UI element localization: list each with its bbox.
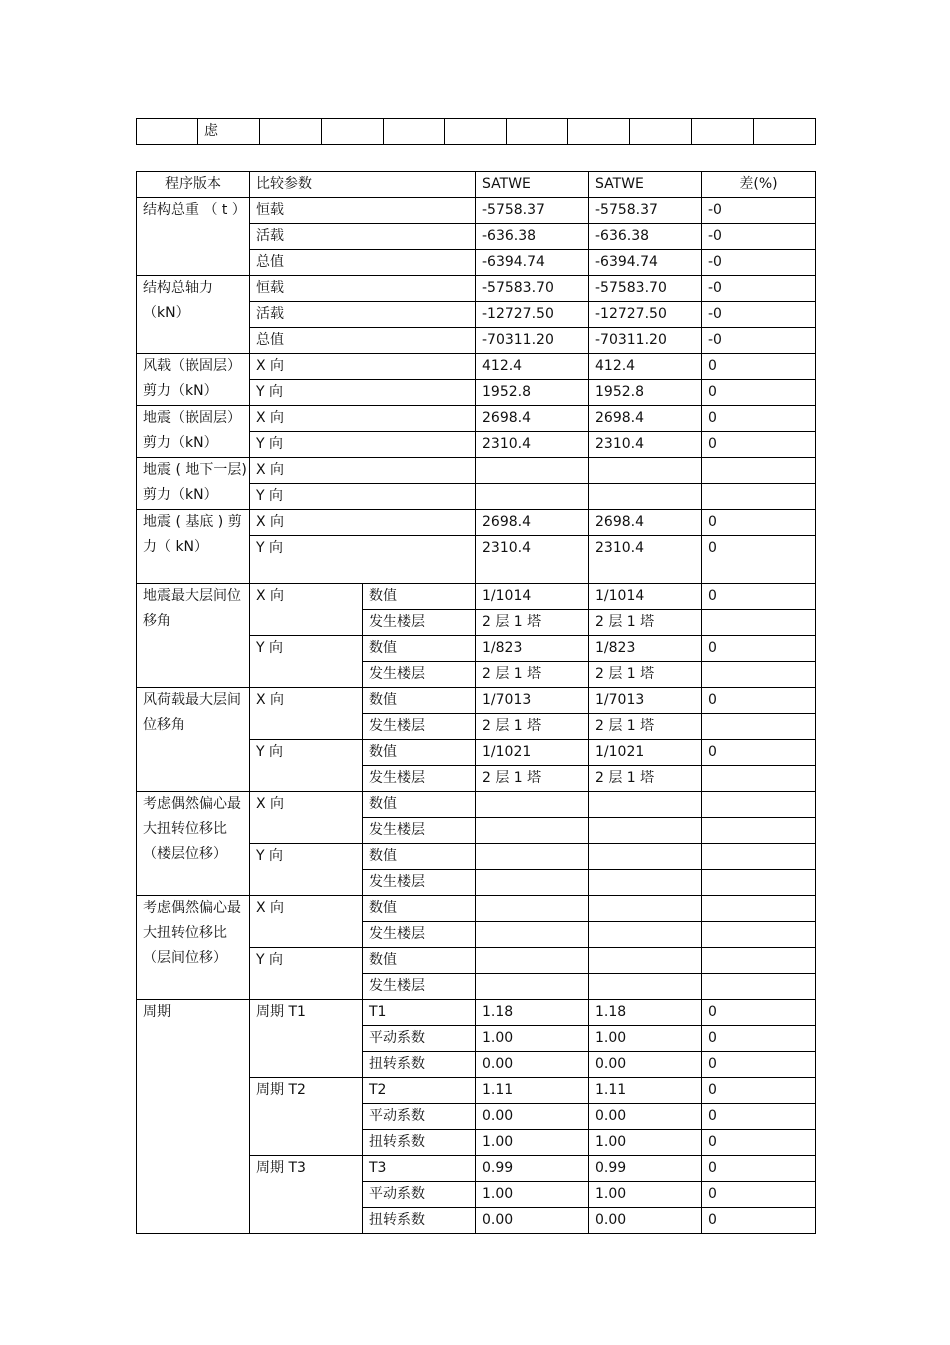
row-label: 风荷载最大层间位移角 (137, 688, 250, 792)
value-cell: 2698.4 (476, 406, 589, 432)
param-cell: T3 (363, 1156, 476, 1182)
diff-cell: 0 (702, 688, 816, 714)
param-cell: 平动系数 (363, 1026, 476, 1052)
param-cell: 恒载 (250, 198, 476, 224)
top-row (137, 119, 816, 145)
value-cell: 2 层 1 塔 (589, 662, 702, 688)
value-cell: 1.00 (476, 1130, 589, 1156)
value-cell: -70311.20 (476, 328, 589, 354)
value-cell: 1/1014 (476, 584, 589, 610)
value-cell (476, 948, 589, 974)
direction-cell: 周期 T1 (250, 1000, 363, 1078)
value-cell: 1/1021 (589, 740, 702, 766)
header-diff: 差(%) (702, 172, 816, 198)
param-cell: 数值 (363, 792, 476, 818)
diff-cell: 0 (702, 380, 816, 406)
diff-cell: -0 (702, 250, 816, 276)
param-cell: Y 向 (250, 432, 476, 458)
diff-cell: 0 (702, 636, 816, 662)
value-cell: 0.00 (476, 1104, 589, 1130)
row-label: 地震 ( 地下一层) 剪力（kN） (137, 458, 250, 510)
value-cell: 0.99 (476, 1156, 589, 1182)
value-cell: 1.00 (476, 1182, 589, 1208)
param-cell: 扭转系数 (363, 1208, 476, 1234)
direction-cell: Y 向 (250, 844, 363, 896)
value-cell: 1952.8 (589, 380, 702, 406)
table-row (137, 688, 816, 714)
top-cell (568, 119, 630, 145)
value-cell: 1.11 (589, 1078, 702, 1104)
top-cell (137, 119, 198, 145)
header-compare-params: 比较参数 (250, 172, 476, 198)
value-cell: 1/823 (476, 636, 589, 662)
value-cell: 2 层 1 塔 (476, 766, 589, 792)
table-row (137, 510, 816, 536)
param-cell: T2 (363, 1078, 476, 1104)
param-cell: X 向 (250, 406, 476, 432)
value-cell: 0.00 (589, 1052, 702, 1078)
param-cell: 数值 (363, 844, 476, 870)
diff-cell: 0 (702, 1052, 816, 1078)
diff-cell: 0 (702, 1026, 816, 1052)
param-cell: 数值 (363, 584, 476, 610)
diff-cell (702, 792, 816, 818)
diff-cell: 0 (702, 510, 816, 536)
top-fragment-table (136, 118, 816, 145)
value-cell: 0.00 (589, 1104, 702, 1130)
value-cell: 2 层 1 塔 (589, 766, 702, 792)
diff-cell (702, 844, 816, 870)
table-row (137, 896, 816, 922)
value-cell: -5758.37 (476, 198, 589, 224)
row-label: 风载（嵌固层）剪力（kN） (137, 354, 250, 406)
value-cell: 1/1021 (476, 740, 589, 766)
diff-cell: 0 (702, 1208, 816, 1234)
param-cell: 总值 (250, 328, 476, 354)
param-cell: 数值 (363, 896, 476, 922)
value-cell (589, 484, 702, 510)
table-row (137, 1000, 816, 1026)
param-cell: Y 向 (250, 536, 476, 584)
value-cell: 1.11 (476, 1078, 589, 1104)
param-cell: 发生楼层 (363, 974, 476, 1000)
value-cell (476, 974, 589, 1000)
direction-cell: X 向 (250, 688, 363, 740)
diff-cell: 0 (702, 1104, 816, 1130)
value-cell (476, 844, 589, 870)
value-cell: 1.00 (476, 1026, 589, 1052)
value-cell: 1.00 (589, 1026, 702, 1052)
diff-cell (702, 974, 816, 1000)
row-label: 结构总轴力（kN） (137, 276, 250, 354)
value-cell: 0.00 (476, 1052, 589, 1078)
value-cell (476, 484, 589, 510)
row-label: 结构总重 （ t ） (137, 198, 250, 276)
param-cell: 发生楼层 (363, 662, 476, 688)
row-label: 考虑偶然偏心最大扭转位移比（楼层位移） (137, 792, 250, 896)
diff-cell: 0 (702, 354, 816, 380)
diff-cell: 0 (702, 1182, 816, 1208)
direction-cell: X 向 (250, 584, 363, 636)
value-cell: 1/1014 (589, 584, 702, 610)
value-cell (589, 948, 702, 974)
param-cell: 活载 (250, 224, 476, 250)
value-cell: 2310.4 (589, 432, 702, 458)
value-cell: 1/7013 (476, 688, 589, 714)
value-cell (589, 870, 702, 896)
value-cell: 412.4 (476, 354, 589, 380)
value-cell: -6394.74 (476, 250, 589, 276)
value-cell (476, 896, 589, 922)
param-cell: 扭转系数 (363, 1052, 476, 1078)
value-cell: 2 层 1 塔 (589, 714, 702, 740)
top-cell (445, 119, 507, 145)
diff-cell: -0 (702, 224, 816, 250)
param-cell: 活载 (250, 302, 476, 328)
diff-cell: 0 (702, 584, 816, 610)
top-cell (692, 119, 754, 145)
value-cell (589, 922, 702, 948)
param-cell: 数值 (363, 740, 476, 766)
value-cell: 0.99 (589, 1156, 702, 1182)
value-cell: -636.38 (476, 224, 589, 250)
diff-cell: 0 (702, 432, 816, 458)
value-cell (589, 458, 702, 484)
diff-cell (702, 922, 816, 948)
direction-cell: Y 向 (250, 636, 363, 688)
param-cell: 总值 (250, 250, 476, 276)
diff-cell (702, 610, 816, 636)
top-cell (630, 119, 692, 145)
value-cell: -12727.50 (476, 302, 589, 328)
diff-cell (702, 458, 816, 484)
value-cell (589, 792, 702, 818)
top-cell (260, 119, 322, 145)
value-cell: 2 层 1 塔 (476, 714, 589, 740)
direction-cell: Y 向 (250, 740, 363, 792)
diff-cell: 0 (702, 1156, 816, 1182)
table-row (137, 198, 816, 224)
header-col2: SATWE (589, 172, 702, 198)
diff-cell: 0 (702, 536, 816, 584)
param-cell: 发生楼层 (363, 870, 476, 896)
value-cell: -6394.74 (589, 250, 702, 276)
row-label: 考虑偶然偏心最大扭转位移比（层间位移） (137, 896, 250, 1000)
header-col1: SATWE (476, 172, 589, 198)
param-cell: 平动系数 (363, 1182, 476, 1208)
row-label: 地震 ( 基底 ) 剪力（ kN） (137, 510, 250, 584)
table-row (137, 354, 816, 380)
diff-cell (702, 766, 816, 792)
value-cell: 2 层 1 塔 (476, 662, 589, 688)
diff-cell: 0 (702, 406, 816, 432)
top-cell (754, 119, 816, 145)
diff-cell: -0 (702, 328, 816, 354)
value-cell: -12727.50 (589, 302, 702, 328)
value-cell: -70311.20 (589, 328, 702, 354)
row-label: 地震（嵌固层）剪力（kN） (137, 406, 250, 458)
top-cell (322, 119, 384, 145)
diff-cell (702, 662, 816, 688)
param-cell: 发生楼层 (363, 714, 476, 740)
diff-cell (702, 870, 816, 896)
param-cell: 扭转系数 (363, 1130, 476, 1156)
diff-cell (702, 714, 816, 740)
value-cell (589, 844, 702, 870)
row-label: 地震最大层间位移角 (137, 584, 250, 688)
value-cell: 0.00 (589, 1208, 702, 1234)
diff-cell: -0 (702, 302, 816, 328)
value-cell: 1952.8 (476, 380, 589, 406)
value-cell: -57583.70 (589, 276, 702, 302)
value-cell: 2 层 1 塔 (476, 610, 589, 636)
top-cell (507, 119, 568, 145)
value-cell: 1/7013 (589, 688, 702, 714)
value-cell: 2698.4 (589, 406, 702, 432)
param-cell: X 向 (250, 458, 476, 484)
table-row (137, 584, 816, 610)
value-cell (476, 922, 589, 948)
table-row (137, 458, 816, 484)
value-cell (589, 974, 702, 1000)
param-cell: 发生楼层 (363, 610, 476, 636)
value-cell: 1.00 (589, 1182, 702, 1208)
comparison-table (136, 171, 816, 1234)
table-row (137, 792, 816, 818)
param-cell: 恒载 (250, 276, 476, 302)
value-cell (476, 792, 589, 818)
value-cell: -5758.37 (589, 198, 702, 224)
value-cell: 0.00 (476, 1208, 589, 1234)
param-cell: 发生楼层 (363, 922, 476, 948)
direction-cell: X 向 (250, 792, 363, 844)
param-cell: T1 (363, 1000, 476, 1026)
param-cell: X 向 (250, 510, 476, 536)
param-cell: 数值 (363, 636, 476, 662)
direction-cell: Y 向 (250, 948, 363, 1000)
top-cell: 虑 (198, 119, 260, 145)
direction-cell: X 向 (250, 896, 363, 948)
value-cell: -57583.70 (476, 276, 589, 302)
table-row (137, 406, 816, 432)
value-cell: 2 层 1 塔 (589, 610, 702, 636)
diff-cell: 0 (702, 1078, 816, 1104)
value-cell: 1/823 (589, 636, 702, 662)
value-cell: -636.38 (589, 224, 702, 250)
value-cell: 1.18 (476, 1000, 589, 1026)
top-cell (384, 119, 445, 145)
value-cell: 2310.4 (476, 536, 589, 584)
row-label: 周期 (137, 1000, 250, 1234)
param-cell: X 向 (250, 354, 476, 380)
value-cell (476, 870, 589, 896)
table-row (137, 276, 816, 302)
diff-cell: -0 (702, 198, 816, 224)
value-cell: 2698.4 (476, 510, 589, 536)
param-cell: 平动系数 (363, 1104, 476, 1130)
param-cell: Y 向 (250, 380, 476, 406)
diff-cell: 0 (702, 740, 816, 766)
value-cell (589, 896, 702, 922)
param-cell: 数值 (363, 948, 476, 974)
diff-cell: 0 (702, 1130, 816, 1156)
value-cell: 1.18 (589, 1000, 702, 1026)
diff-cell (702, 818, 816, 844)
diff-cell: -0 (702, 276, 816, 302)
param-cell: 发生楼层 (363, 818, 476, 844)
param-cell: 发生楼层 (363, 766, 476, 792)
diff-cell: 0 (702, 1000, 816, 1026)
header-row (137, 172, 816, 198)
value-cell (589, 818, 702, 844)
direction-cell: 周期 T2 (250, 1078, 363, 1156)
param-cell: Y 向 (250, 484, 476, 510)
direction-cell: 周期 T3 (250, 1156, 363, 1234)
value-cell (476, 818, 589, 844)
diff-cell (702, 896, 816, 922)
value-cell: 1.00 (589, 1130, 702, 1156)
value-cell: 412.4 (589, 354, 702, 380)
param-cell: 数值 (363, 688, 476, 714)
diff-cell (702, 484, 816, 510)
value-cell: 2310.4 (589, 536, 702, 584)
value-cell (476, 458, 589, 484)
header-program-version: 程序版本 (137, 172, 250, 198)
value-cell: 2310.4 (476, 432, 589, 458)
value-cell: 2698.4 (589, 510, 702, 536)
diff-cell (702, 948, 816, 974)
